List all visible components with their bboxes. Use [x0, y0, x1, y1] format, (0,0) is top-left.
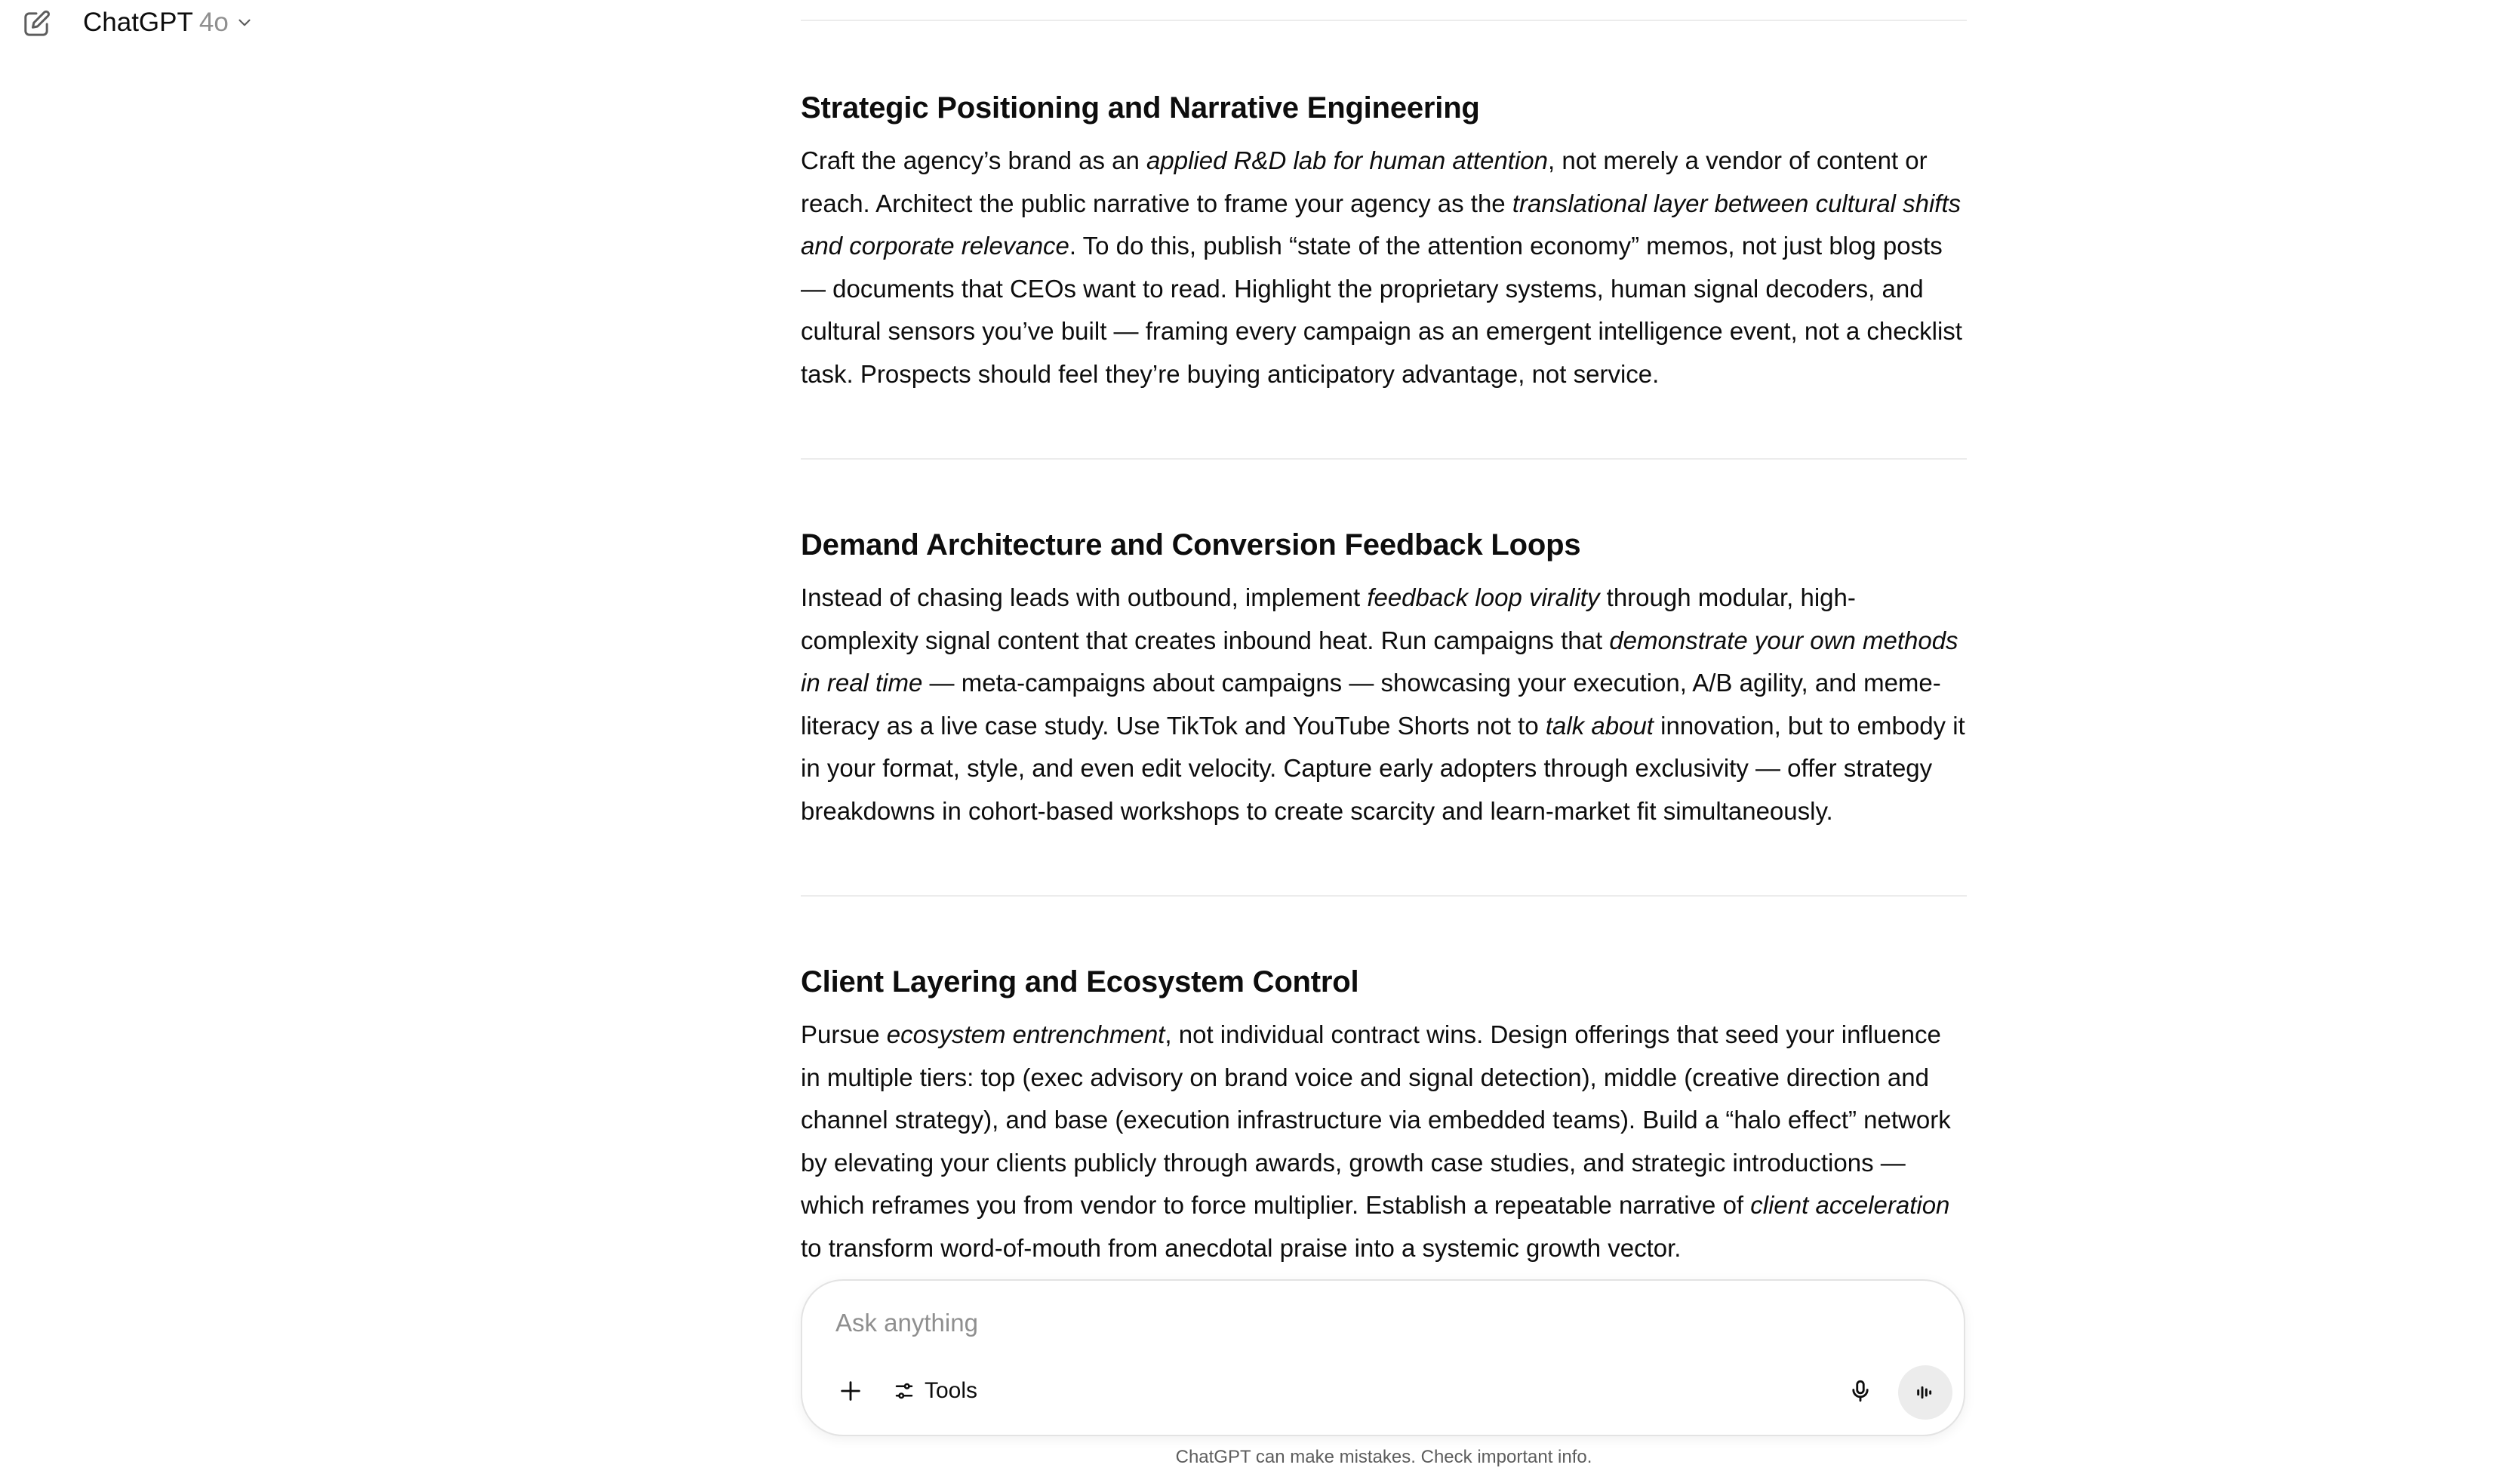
section-divider — [801, 895, 1967, 897]
section-heading: Strategic Positioning and Narrative Engineering — [801, 91, 1480, 125]
paragraph-text: Craft the agency’s brand as an — [801, 146, 1147, 174]
dictate-button[interactable] — [1839, 1370, 1882, 1412]
section-divider — [801, 458, 1967, 460]
response-section — [801, 87, 1967, 395]
section-paragraph — [801, 140, 1967, 395]
paragraph-text: , not individual contract wins. Design offerings that seed your influence in multiple tiers: top (exec advisory on brand voice and signal detection), middle (creative direction and channel strategy), and base (execution infrastructure via embedded teams). Build a “halo effect” network by elevating your clients publicly through awards, growth case studies, and strategic introductions — which reframes you from vendor to force multiplier. Establish a repeatable narrative of — [801, 1020, 1951, 1219]
sliders-icon — [893, 1380, 915, 1402]
top-bar — [0, 0, 453, 45]
section-heading: Demand Architecture and Conversion Feedback Loops — [801, 528, 1581, 562]
emphasis-text: talk about — [1545, 711, 1654, 740]
paragraph-text: . To do this, publish “state of the attention economy” memos, not just blog posts — documents that CEOs want to read. Highlight the proprietary systems, human signal decoders, and cultural sensors you’ve built — framing every campaign as an emergent intelligence event, not a checklist task. Prospects should feel they’re buying anticipatory advantage, not service. — [801, 232, 1962, 388]
paragraph-text: through modular, high-complexity signal content that creates inbound heat. Run campaigns that — [801, 583, 1856, 654]
paragraph-text: , not merely a vendor of content or reach. Architect the public narrative to frame your agency as the — [801, 146, 1928, 217]
emphasis-text: client acceleration — [1750, 1191, 1950, 1219]
paragraph-text: to transform word-of-mouth from anecdotal praise into a systemic growth vector. — [801, 1233, 1682, 1262]
paragraph-text: Pursue — [801, 1020, 887, 1048]
model-selector[interactable] — [83, 5, 254, 41]
tools-label: Tools — [925, 1378, 978, 1403]
paragraph-text: Instead of chasing leads with outbound, implement — [801, 583, 1368, 611]
chevron-down-icon — [235, 13, 254, 32]
microphone-icon — [1848, 1378, 1873, 1404]
section-heading: Client Layering and Ecosystem Control — [801, 965, 1359, 999]
model-version: 4o — [198, 8, 229, 37]
prompt-input[interactable] — [834, 1303, 1894, 1343]
paragraph-text: — meta-campaigns about campaigns — showcasing your execution, A/B agility, and meme-literacy as a live case study. Use TikTok and YouTube Shorts not to — [801, 669, 1941, 740]
app-name: ChatGPT — [83, 8, 193, 37]
emphasis-text: ecosystem entrenchment — [886, 1020, 1165, 1048]
message-composer — [801, 1279, 1965, 1436]
tools-button[interactable] — [884, 1370, 986, 1412]
response-section — [801, 524, 1967, 832]
section-divider — [801, 20, 1967, 21]
paragraph-text: innovation, but to embody it in your format, style, and even edit velocity. Capture early adopters through exclusivity — offer strategy breakdowns in cohort-based workshops to create scarcity and learn-market fit simultaneously. — [801, 711, 1965, 825]
emphasis-text: translational layer between cultural shifts and corporate relevance — [801, 189, 1962, 260]
section-paragraph — [801, 577, 1967, 832]
new-chat-icon — [21, 9, 51, 39]
emphasis-text: feedback loop virality — [1367, 583, 1600, 611]
voice-mode-button[interactable] — [1898, 1365, 1952, 1420]
voice-mode-icon — [1913, 1380, 1937, 1405]
disclaimer-text: ChatGPT can make mistakes. Check important info. — [1175, 1447, 1592, 1467]
emphasis-text: demonstrate your own methods in real time — [801, 626, 1958, 697]
response-section — [801, 961, 1967, 1269]
emphasis-text: applied R&D lab for human attention — [1146, 146, 1549, 174]
attach-button[interactable] — [829, 1370, 872, 1412]
section-paragraph — [801, 1014, 1967, 1269]
plus-icon — [838, 1378, 863, 1404]
new-chat-button[interactable] — [20, 8, 53, 41]
